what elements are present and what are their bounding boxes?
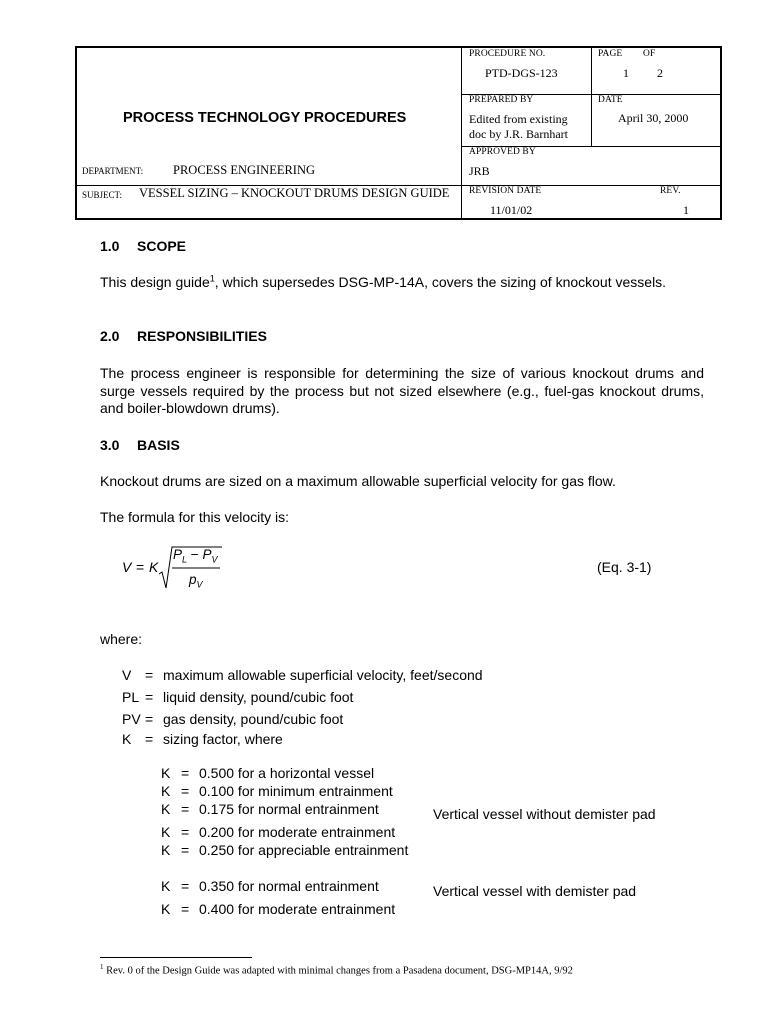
k-text: 0.175 for normal entrainment — [199, 801, 379, 817]
definition-equals: = — [145, 711, 154, 727]
footnote-mark: 1 — [100, 963, 104, 971]
k-symbol: K — [161, 842, 171, 858]
definition-text: sizing factor, where — [163, 731, 283, 747]
divider — [591, 48, 592, 146]
document-title: PROCESS TECHNOLOGY PROCEDURES — [123, 110, 407, 126]
eq-denominator — [189, 572, 203, 590]
department-value: PROCESS ENGINEERING — [173, 163, 316, 177]
procedure-no-label: PROCEDURE NO. — [469, 49, 546, 59]
of-label: OF — [643, 49, 656, 59]
section-heading-responsibilities — [100, 328, 267, 344]
k-symbol: K — [161, 901, 171, 917]
eq-rho-v: p — [189, 572, 197, 587]
footnote-text: Rev. 0 of the Design Guide was adapted with minimal changes from a Pasadena document, DSG-MP14A, 9/92 — [103, 965, 573, 977]
k-value-item — [161, 801, 379, 817]
footnote — [100, 963, 573, 977]
procedure-header-table — [75, 46, 722, 220]
k-equals: = — [181, 765, 190, 781]
definition-symbol: V — [122, 667, 132, 683]
k-value-item — [161, 842, 408, 858]
k-symbol: K — [161, 765, 171, 781]
rev-label: REV. — [660, 186, 681, 196]
k-equals: = — [181, 801, 190, 817]
note-without-demister: Vertical vessel without demister pad — [433, 806, 656, 822]
definition-text: liquid density, pound/cubic foot — [163, 689, 354, 705]
k-value-item — [161, 824, 395, 840]
definition-item — [122, 689, 353, 705]
section-number: 3.0 — [100, 437, 120, 453]
approved-by-label: APPROVED BY — [469, 147, 536, 157]
k-value-item — [161, 765, 374, 781]
subject-value: VESSEL SIZING – KNOCKOUT DRUMS DESIGN GUIDE — [139, 186, 450, 200]
procedure-no-value: PTD-DGS-123 — [485, 66, 558, 80]
k-text: 0.200 for moderate entrainment — [199, 824, 396, 840]
k-text: 0.100 for minimum entrainment — [199, 783, 393, 799]
k-symbol: K — [161, 878, 171, 894]
basis-paragraph-2: The formula for this velocity is: — [100, 509, 290, 525]
section-title: RESPONSIBILITIES — [137, 328, 267, 344]
k-equals: = — [181, 901, 190, 917]
definition-item — [122, 731, 283, 747]
k-value-item — [161, 878, 379, 894]
eq-pv-sub: V — [211, 554, 218, 565]
eq-k: K — [149, 559, 159, 575]
k-equals: = — [181, 842, 190, 858]
department-label: DEPARTMENT: — [82, 166, 144, 176]
eq-pl: P — [173, 547, 183, 562]
eq-pl-sub: L — [182, 554, 188, 565]
section-title: BASIS — [137, 437, 180, 453]
page-total: 2 — [657, 66, 663, 80]
definition-text: gas density, pound/cubic foot — [163, 711, 344, 727]
k-equals: = — [181, 783, 190, 799]
eq-pv: P — [202, 547, 212, 562]
section-heading-basis — [100, 437, 180, 453]
k-symbol: K — [161, 783, 171, 799]
k-text: 0.350 for normal entrainment — [199, 878, 379, 894]
k-text: 0.400 for moderate entrainment — [199, 901, 396, 917]
velocity-equation — [122, 546, 282, 596]
revision-date-value: 11/01/02 — [490, 203, 533, 217]
eq-minus: − — [190, 547, 199, 562]
eq-equals: = — [136, 559, 145, 575]
section-title: SCOPE — [137, 238, 187, 254]
k-symbol: K — [161, 801, 171, 817]
date-value: April 30, 2000 — [618, 111, 689, 125]
definition-symbol: PL — [122, 689, 140, 705]
scope-text-b: , which supersedes DSG-MP-14A, covers the sizing of knockout vessels. — [214, 274, 667, 290]
prepared-by-label: PREPARED BY — [469, 95, 534, 105]
definition-symbol: K — [122, 731, 132, 747]
page-number: 1 — [623, 66, 629, 80]
prepared-by-line2: doc by J.R. Barnhart — [469, 127, 568, 141]
eq-v: V — [122, 559, 132, 575]
definition-equals: = — [145, 667, 154, 683]
footnote-ref: 1 — [209, 273, 215, 284]
page-label: PAGE — [598, 49, 623, 59]
k-text: 0.250 for appreciable entrainment — [199, 842, 409, 858]
k-equals: = — [181, 824, 190, 840]
approved-by-value: JRB — [469, 164, 490, 178]
definition-item — [122, 711, 343, 727]
revision-date-label: REVISION DATE — [469, 186, 542, 196]
section-heading-scope — [100, 238, 186, 254]
definition-equals: = — [145, 731, 154, 747]
note-with-demister: Vertical vessel with demister pad — [433, 883, 637, 899]
k-value-item — [161, 901, 395, 917]
prepared-by-line1: Edited from existing — [469, 112, 568, 126]
divider — [461, 48, 462, 220]
k-equals: = — [181, 878, 190, 894]
date-label: DATE — [598, 95, 623, 105]
k-symbol: K — [161, 824, 171, 840]
where-label: where: — [100, 631, 143, 647]
scope-paragraph — [100, 274, 704, 292]
eq-numerator — [173, 547, 217, 565]
definition-item — [122, 667, 483, 683]
subject-label: SUBJECT: — [82, 190, 123, 200]
section-number: 1.0 — [100, 238, 120, 254]
responsibilities-paragraph: The process engineer is responsible for determining the size of various knockout drums and surge vessels required by the process but not sized elsewhere (e.g., fuel-gas knockout drums, and boiler-blowdown drums). — [100, 365, 704, 416]
section-number: 2.0 — [100, 328, 120, 344]
equation-number: (Eq. 3-1) — [597, 559, 652, 575]
definition-equals: = — [145, 689, 154, 705]
eq-rho-v-sub: V — [196, 579, 203, 590]
k-value-item — [161, 783, 393, 799]
footnote-rule — [100, 957, 252, 958]
definition-text: maximum allowable superficial velocity, feet/second — [163, 667, 483, 683]
basis-paragraph-1: Knockout drums are sized on a maximum allowable superficial velocity for gas flow. — [100, 473, 616, 489]
scope-text-a: This design guide — [100, 274, 210, 290]
definition-symbol: PV — [122, 711, 141, 727]
rev-value: 1 — [683, 203, 689, 217]
k-text: 0.500 for a horizontal vessel — [199, 765, 375, 781]
